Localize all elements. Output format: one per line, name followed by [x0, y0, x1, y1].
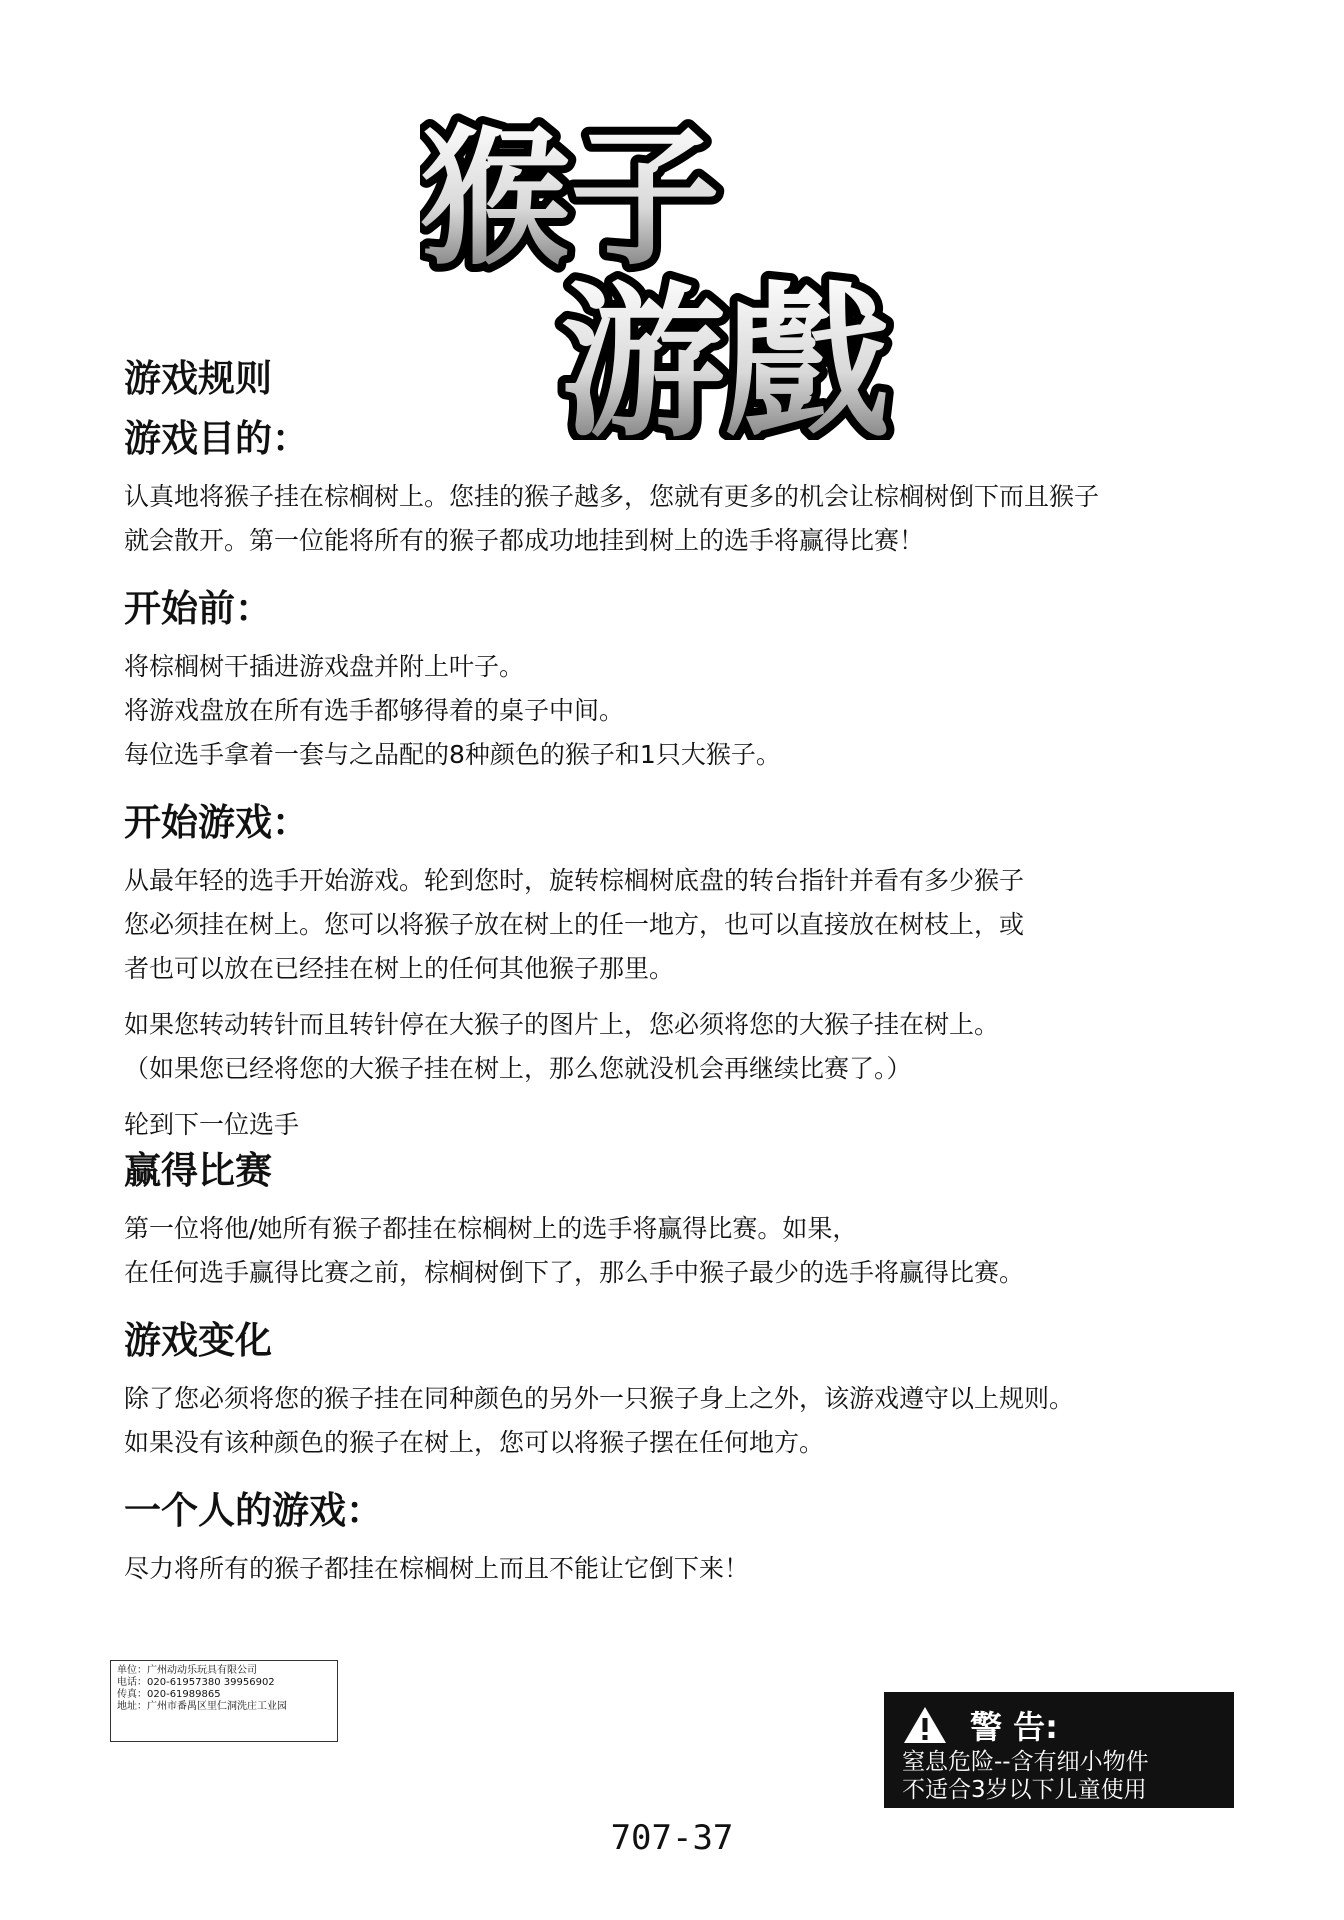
goal-heading: 游戏目的：: [124, 417, 309, 460]
contact-phone: 电话：020-61957380 39956902: [117, 1677, 275, 1688]
solo-heading: 一个人的游戏：: [124, 1489, 383, 1532]
variant-line-2: 如果没有该种颜色的猴子在树上，您可以将猴子摆在任何地方。: [124, 1428, 825, 1457]
play-line-4: 如果您转动转针而且转针停在大猴子的图片上，您必须将您的大猴子挂在树上。: [124, 1010, 1000, 1039]
rules-content: [124, 355, 1284, 1591]
setup-line-2: 将游戏盘放在所有选手都够得着的桌子中间。: [124, 696, 625, 725]
warning-line-1: 窒息危险--含有细小物件: [902, 1749, 1149, 1775]
warning-title: 警 告:: [970, 1708, 1058, 1746]
win-heading: 赢得比赛: [124, 1149, 272, 1192]
contact-address: 地址：广州市番禺区里仁洞洗庄工业园: [117, 1701, 287, 1712]
warning-triangle-icon: [902, 1705, 948, 1745]
play-heading: 开始游戏：: [124, 801, 309, 844]
win-line-2: 在任何选手赢得比赛之前，棕榈树倒下了，那么手中猴子最少的选手将赢得比赛。: [124, 1258, 1025, 1287]
warning-line-2: 不适合3岁以下儿童使用: [902, 1777, 1147, 1803]
solo-line-1: 尽力将所有的猴子都挂在棕榈树上而且不能让它倒下来！: [124, 1554, 750, 1583]
play-line-3: 者也可以放在已经挂在树上的任何其他猴子那里。: [124, 954, 675, 983]
setup-heading: 开始前：: [124, 587, 272, 630]
page-number: 707-37: [610, 1818, 734, 1858]
goal-line-1: 认真地将猴子挂在棕榈树上。您挂的猴子越多，您就有更多的机会让棕榈树倒下而且猴子: [124, 482, 1100, 511]
goal-line-2: 就会散开。第一位能将所有的猴子都成功地挂到树上的选手将赢得比赛！: [124, 526, 925, 555]
contact-company: 单位：广州动动乐玩具有限公司: [117, 1665, 257, 1676]
play-line-1: 从最年轻的选手开始游戏。轮到您时，旋转棕榈树底盘的转台指针并看有多少猴子: [124, 866, 1025, 895]
title-art-line2: 游戲: [560, 267, 890, 440]
contact-box: [110, 1660, 338, 1742]
title-art-line1: 猴子: [420, 112, 721, 286]
setup-line-3: 每位选手拿着一套与之品配的8种颜色的猴子和1只大猴子。: [124, 740, 781, 769]
variant-heading: 游戏变化: [124, 1319, 272, 1362]
play-next-turn: 轮到下一位选手: [124, 1110, 300, 1139]
doc-title: 游戏规则: [124, 357, 272, 400]
contact-fax: 传真：020-61989865: [117, 1689, 221, 1700]
setup-line-1: 将棕榈树干插进游戏盘并附上叶子。: [124, 652, 525, 681]
warning-box: [884, 1692, 1234, 1808]
play-line-2: 您必须挂在树上。您可以将猴子放在树上的任一地方，也可以直接放在树枝上，或: [124, 910, 1025, 939]
win-line-1: 第一位将他/她所有猴子都挂在棕榈树上的选手将赢得比赛。如果，: [124, 1214, 858, 1243]
play-line-5: （如果您已经将您的大猴子挂在树上，那么您就没机会再继续比赛了。）: [124, 1054, 912, 1083]
variant-line-1: 除了您必须将您的猴子挂在同种颜色的另外一只猴子身上之外，该游戏遵守以上规则。: [124, 1384, 1075, 1413]
